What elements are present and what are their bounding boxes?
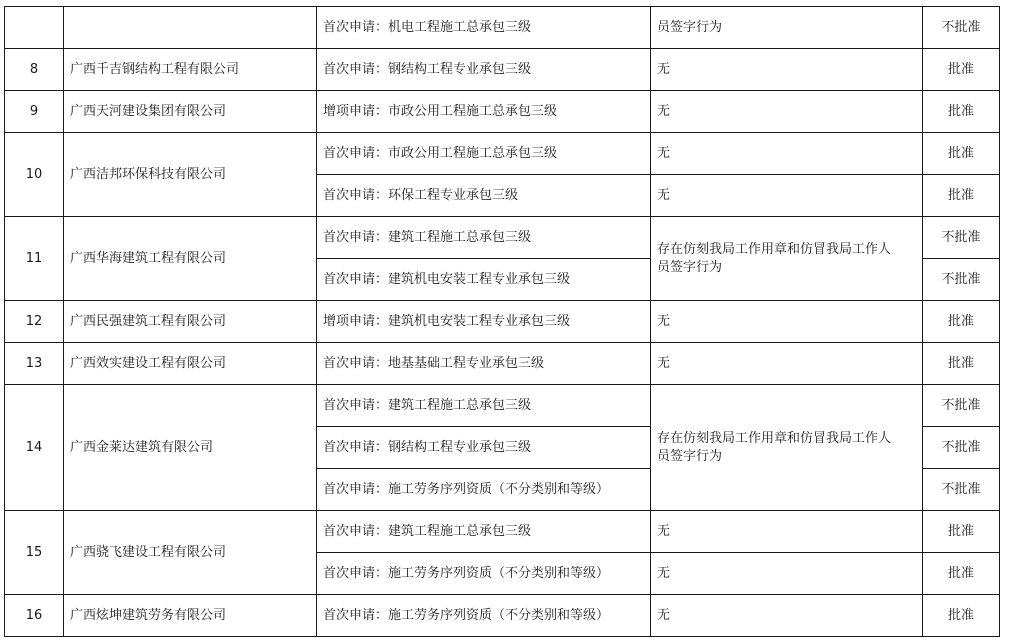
row-number: 15 xyxy=(5,511,64,595)
application-item: 首次申请：环保工程专业承包三级 xyxy=(317,175,651,217)
reason-line: 员签字行为 xyxy=(657,448,723,464)
table-row xyxy=(5,217,1000,259)
reason-line: 员签字行为 xyxy=(657,259,723,275)
result-cell: 不批准 xyxy=(923,7,1000,49)
table-row xyxy=(5,301,1000,343)
reason-cell xyxy=(651,385,923,511)
reason-cell: 无 xyxy=(651,175,923,217)
row-number: 9 xyxy=(5,91,64,133)
reason-cell: 员签字行为 xyxy=(651,7,923,49)
company-name: 广西骁飞建设工程有限公司 xyxy=(64,511,317,595)
reason-cell xyxy=(651,217,923,301)
result-cell: 批准 xyxy=(923,553,1000,595)
table-row xyxy=(5,595,1000,637)
reason-cell: 无 xyxy=(651,511,923,553)
application-item: 增项申请：市政公用工程施工总承包三级 xyxy=(317,91,651,133)
company-name: 广西民强建筑工程有限公司 xyxy=(64,301,317,343)
company-name: 广西效实建设工程有限公司 xyxy=(64,343,317,385)
table-row xyxy=(5,511,1000,553)
application-item: 首次申请：建筑机电安装工程专业承包三级 xyxy=(317,259,651,301)
application-item: 首次申请：建筑工程施工总承包三级 xyxy=(317,217,651,259)
result-cell: 批准 xyxy=(923,343,1000,385)
company-name xyxy=(64,7,317,49)
application-item: 首次申请：建筑工程施工总承包三级 xyxy=(317,385,651,427)
table-row xyxy=(5,385,1000,427)
result-cell: 不批准 xyxy=(923,469,1000,511)
row-number: 8 xyxy=(5,49,64,91)
table-row xyxy=(5,49,1000,91)
result-cell: 不批准 xyxy=(923,385,1000,427)
row-number: 10 xyxy=(5,133,64,217)
result-cell: 批准 xyxy=(923,49,1000,91)
result-cell: 批准 xyxy=(923,175,1000,217)
table-row xyxy=(5,91,1000,133)
table-row xyxy=(5,343,1000,385)
result-cell: 批准 xyxy=(923,133,1000,175)
company-name: 广西金莱达建筑有限公司 xyxy=(64,385,317,511)
reason-cell: 无 xyxy=(651,301,923,343)
application-item: 首次申请：钢结构工程专业承包三级 xyxy=(317,427,651,469)
table-row xyxy=(5,7,1000,49)
application-item: 首次申请：建筑工程施工总承包三级 xyxy=(317,511,651,553)
row-number xyxy=(5,7,64,49)
table-row xyxy=(5,133,1000,175)
result-cell: 批准 xyxy=(923,511,1000,553)
row-number: 11 xyxy=(5,217,64,301)
application-item: 首次申请：市政公用工程施工总承包三级 xyxy=(317,133,651,175)
result-cell: 不批准 xyxy=(923,217,1000,259)
result-cell: 批准 xyxy=(923,595,1000,637)
reason-cell: 无 xyxy=(651,91,923,133)
application-item: 首次申请：施工劳务序列资质（不分类别和等级） xyxy=(317,595,651,637)
reason-cell: 无 xyxy=(651,49,923,91)
reason-line: 存在仿刻我局工作用章和仿冒我局工作人 xyxy=(657,241,892,257)
application-item: 首次申请：施工劳务序列资质（不分类别和等级） xyxy=(317,469,651,511)
application-item: 首次申请：机电工程施工总承包三级 xyxy=(317,7,651,49)
company-name: 广西洁邦环保科技有限公司 xyxy=(64,133,317,217)
row-number: 14 xyxy=(5,385,64,511)
company-name: 广西炫坤建筑劳务有限公司 xyxy=(64,595,317,637)
company-name: 广西千吉钢结构工程有限公司 xyxy=(64,49,317,91)
application-item: 首次申请：地基基础工程专业承包三级 xyxy=(317,343,651,385)
reason-line: 存在仿刻我局工作用章和仿冒我局工作人 xyxy=(657,430,892,446)
application-item: 首次申请：钢结构工程专业承包三级 xyxy=(317,49,651,91)
row-number: 13 xyxy=(5,343,64,385)
approval-table xyxy=(4,6,1000,637)
reason-cell: 无 xyxy=(651,133,923,175)
application-item: 增项申请：建筑机电安装工程专业承包三级 xyxy=(317,301,651,343)
application-item: 首次申请：施工劳务序列资质（不分类别和等级） xyxy=(317,553,651,595)
reason-cell: 无 xyxy=(651,343,923,385)
row-number: 12 xyxy=(5,301,64,343)
company-name: 广西天河建设集团有限公司 xyxy=(64,91,317,133)
reason-cell: 无 xyxy=(651,595,923,637)
result-cell: 批准 xyxy=(923,91,1000,133)
result-cell: 批准 xyxy=(923,301,1000,343)
row-number: 16 xyxy=(5,595,64,637)
company-name: 广西华海建筑工程有限公司 xyxy=(64,217,317,301)
reason-cell: 无 xyxy=(651,553,923,595)
result-cell: 不批准 xyxy=(923,427,1000,469)
result-cell: 不批准 xyxy=(923,259,1000,301)
